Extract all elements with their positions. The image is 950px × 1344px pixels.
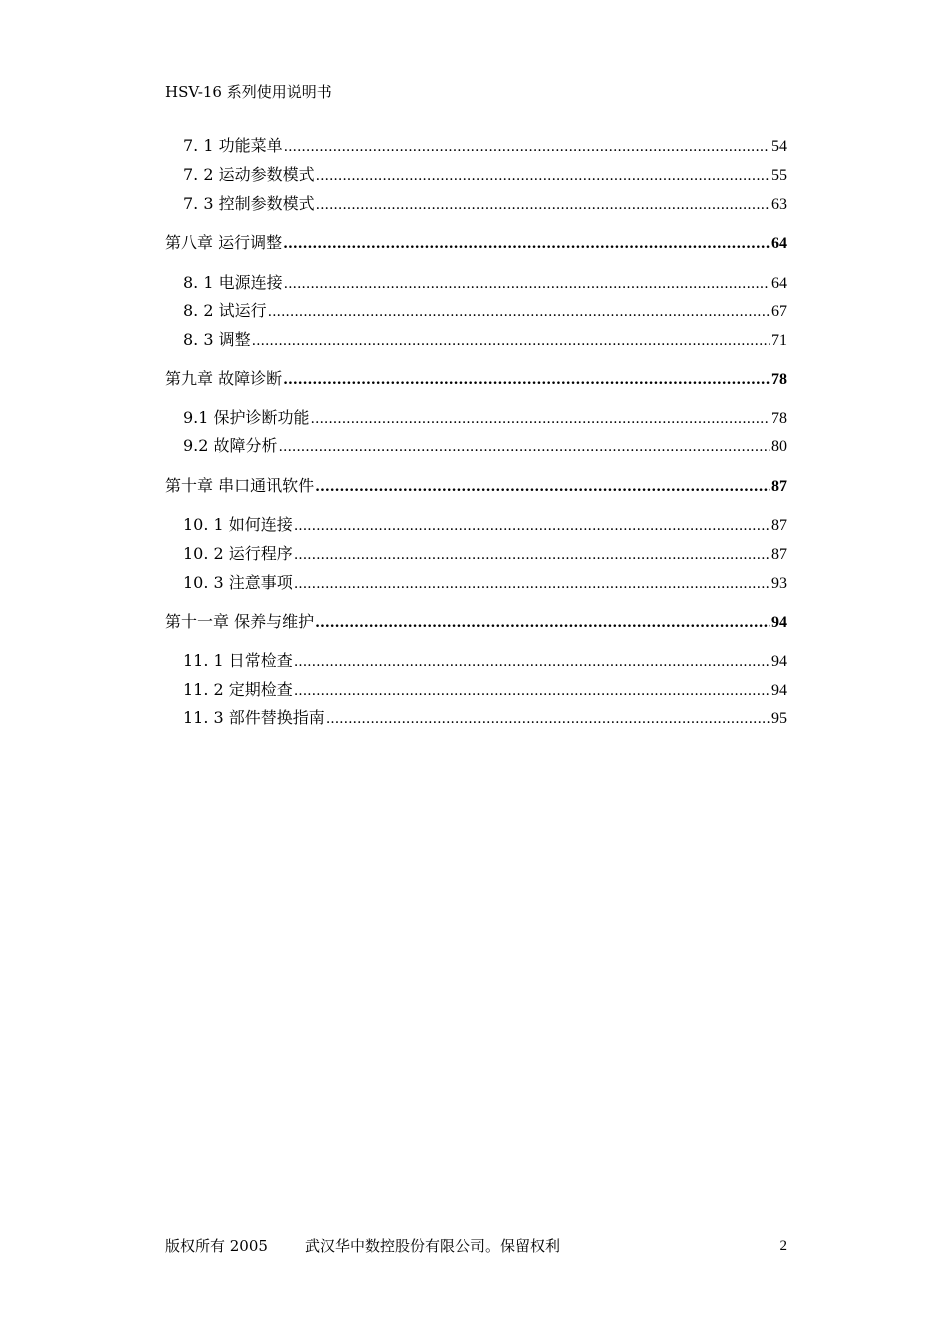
toc-section-entry [183, 573, 787, 594]
toc-dot-leader [283, 370, 770, 390]
toc-entry-label: 9.1 保护诊断功能 [183, 408, 310, 427]
footer-company: 武汉华中数控股份有限公司。保留权利 [305, 1237, 561, 1255]
toc-entry-label: 10. 2 运行程序 [183, 544, 293, 563]
toc-dot-leader [311, 409, 770, 429]
toc-entry-page: 55 [771, 167, 787, 184]
toc-dot-leader [284, 274, 770, 294]
toc-entry-label: 第八章 运行调整 [165, 233, 283, 252]
toc-dot-leader [294, 681, 770, 701]
toc-entry-page: 87 [771, 517, 787, 534]
toc-entry-label: 11. 1 日常检查 [183, 651, 293, 670]
toc-entry-page: 80 [771, 438, 787, 455]
toc-dot-leader [326, 709, 770, 729]
toc-section-entry [183, 330, 787, 351]
toc-dot-leader [315, 477, 770, 497]
toc-dot-leader [316, 195, 770, 215]
toc-dot-leader [279, 437, 770, 457]
toc-entry-label: 第十一章 保养与维护 [165, 612, 315, 631]
toc-chapter-entry [165, 369, 787, 390]
toc-dot-leader [268, 302, 770, 322]
toc-entry-page: 87 [771, 546, 787, 563]
toc-dot-leader [294, 516, 770, 536]
toc-dot-leader [315, 613, 770, 633]
toc-section-entry [183, 680, 787, 701]
toc-entry-page: 64 [771, 235, 787, 252]
footer-copyright: 版权所有 2005 [165, 1237, 268, 1255]
toc-entry-label: 10. 1 如何连接 [183, 515, 293, 534]
toc-entry-page: 95 [771, 710, 787, 727]
toc-entry-label: 8. 3 调整 [183, 330, 251, 349]
toc-section-entry [183, 436, 787, 457]
toc-dot-leader [283, 234, 770, 254]
running-header: HSV-16 系列使用说明书 [165, 83, 332, 101]
toc-entry-page: 87 [771, 478, 787, 495]
toc-entry-page: 94 [771, 614, 787, 631]
toc-section-entry [183, 544, 787, 565]
toc-section-entry [183, 273, 787, 294]
toc-section-entry [183, 194, 787, 215]
toc-entry-page: 93 [771, 575, 787, 592]
table-of-contents [165, 0, 787, 740]
footer-page-number: 2 [779, 1238, 787, 1254]
toc-dot-leader [294, 545, 770, 565]
toc-chapter-entry [165, 612, 787, 633]
toc-entry-label: 10. 3 注意事项 [183, 573, 293, 592]
toc-dot-leader [284, 137, 770, 157]
toc-dot-leader [252, 331, 770, 351]
toc-section-entry [183, 136, 787, 157]
toc-entry-page: 67 [771, 303, 787, 320]
toc-chapter-entry [165, 233, 787, 254]
toc-dot-leader [294, 652, 770, 672]
page-footer [165, 1236, 787, 1258]
toc-section-entry [183, 708, 787, 729]
toc-entry-label: 8. 2 试运行 [183, 301, 267, 320]
toc-dot-leader [316, 166, 770, 186]
toc-entry-label: 11. 2 定期检查 [183, 680, 293, 699]
toc-entry-page: 94 [771, 682, 787, 699]
toc-entry-page: 71 [771, 332, 787, 349]
toc-section-entry [183, 651, 787, 672]
toc-dot-leader [294, 574, 770, 594]
toc-entry-label: 7. 3 控制参数模式 [183, 194, 315, 213]
toc-entry-label: 7. 2 运动参数模式 [183, 165, 315, 184]
toc-entry-label: 第十章 串口通讯软件 [165, 476, 315, 495]
toc-section-entry [183, 301, 787, 322]
toc-entry-page: 63 [771, 196, 787, 213]
toc-chapter-entry [165, 476, 787, 497]
toc-entry-page: 78 [771, 371, 787, 388]
toc-entry-label: 8. 1 电源连接 [183, 273, 283, 292]
toc-entry-label: 11. 3 部件替换指南 [183, 708, 325, 727]
toc-entry-page: 78 [771, 410, 787, 427]
toc-entry-label: 9.2 故障分析 [183, 436, 278, 455]
toc-entry-label: 第九章 故障诊断 [165, 369, 283, 388]
toc-section-entry [183, 165, 787, 186]
toc-section-entry [183, 408, 787, 429]
toc-entry-page: 54 [771, 138, 787, 155]
toc-entry-page: 94 [771, 653, 787, 670]
toc-entry-label: 7. 1 功能菜单 [183, 136, 283, 155]
toc-entry-page: 64 [771, 275, 787, 292]
toc-section-entry [183, 515, 787, 536]
